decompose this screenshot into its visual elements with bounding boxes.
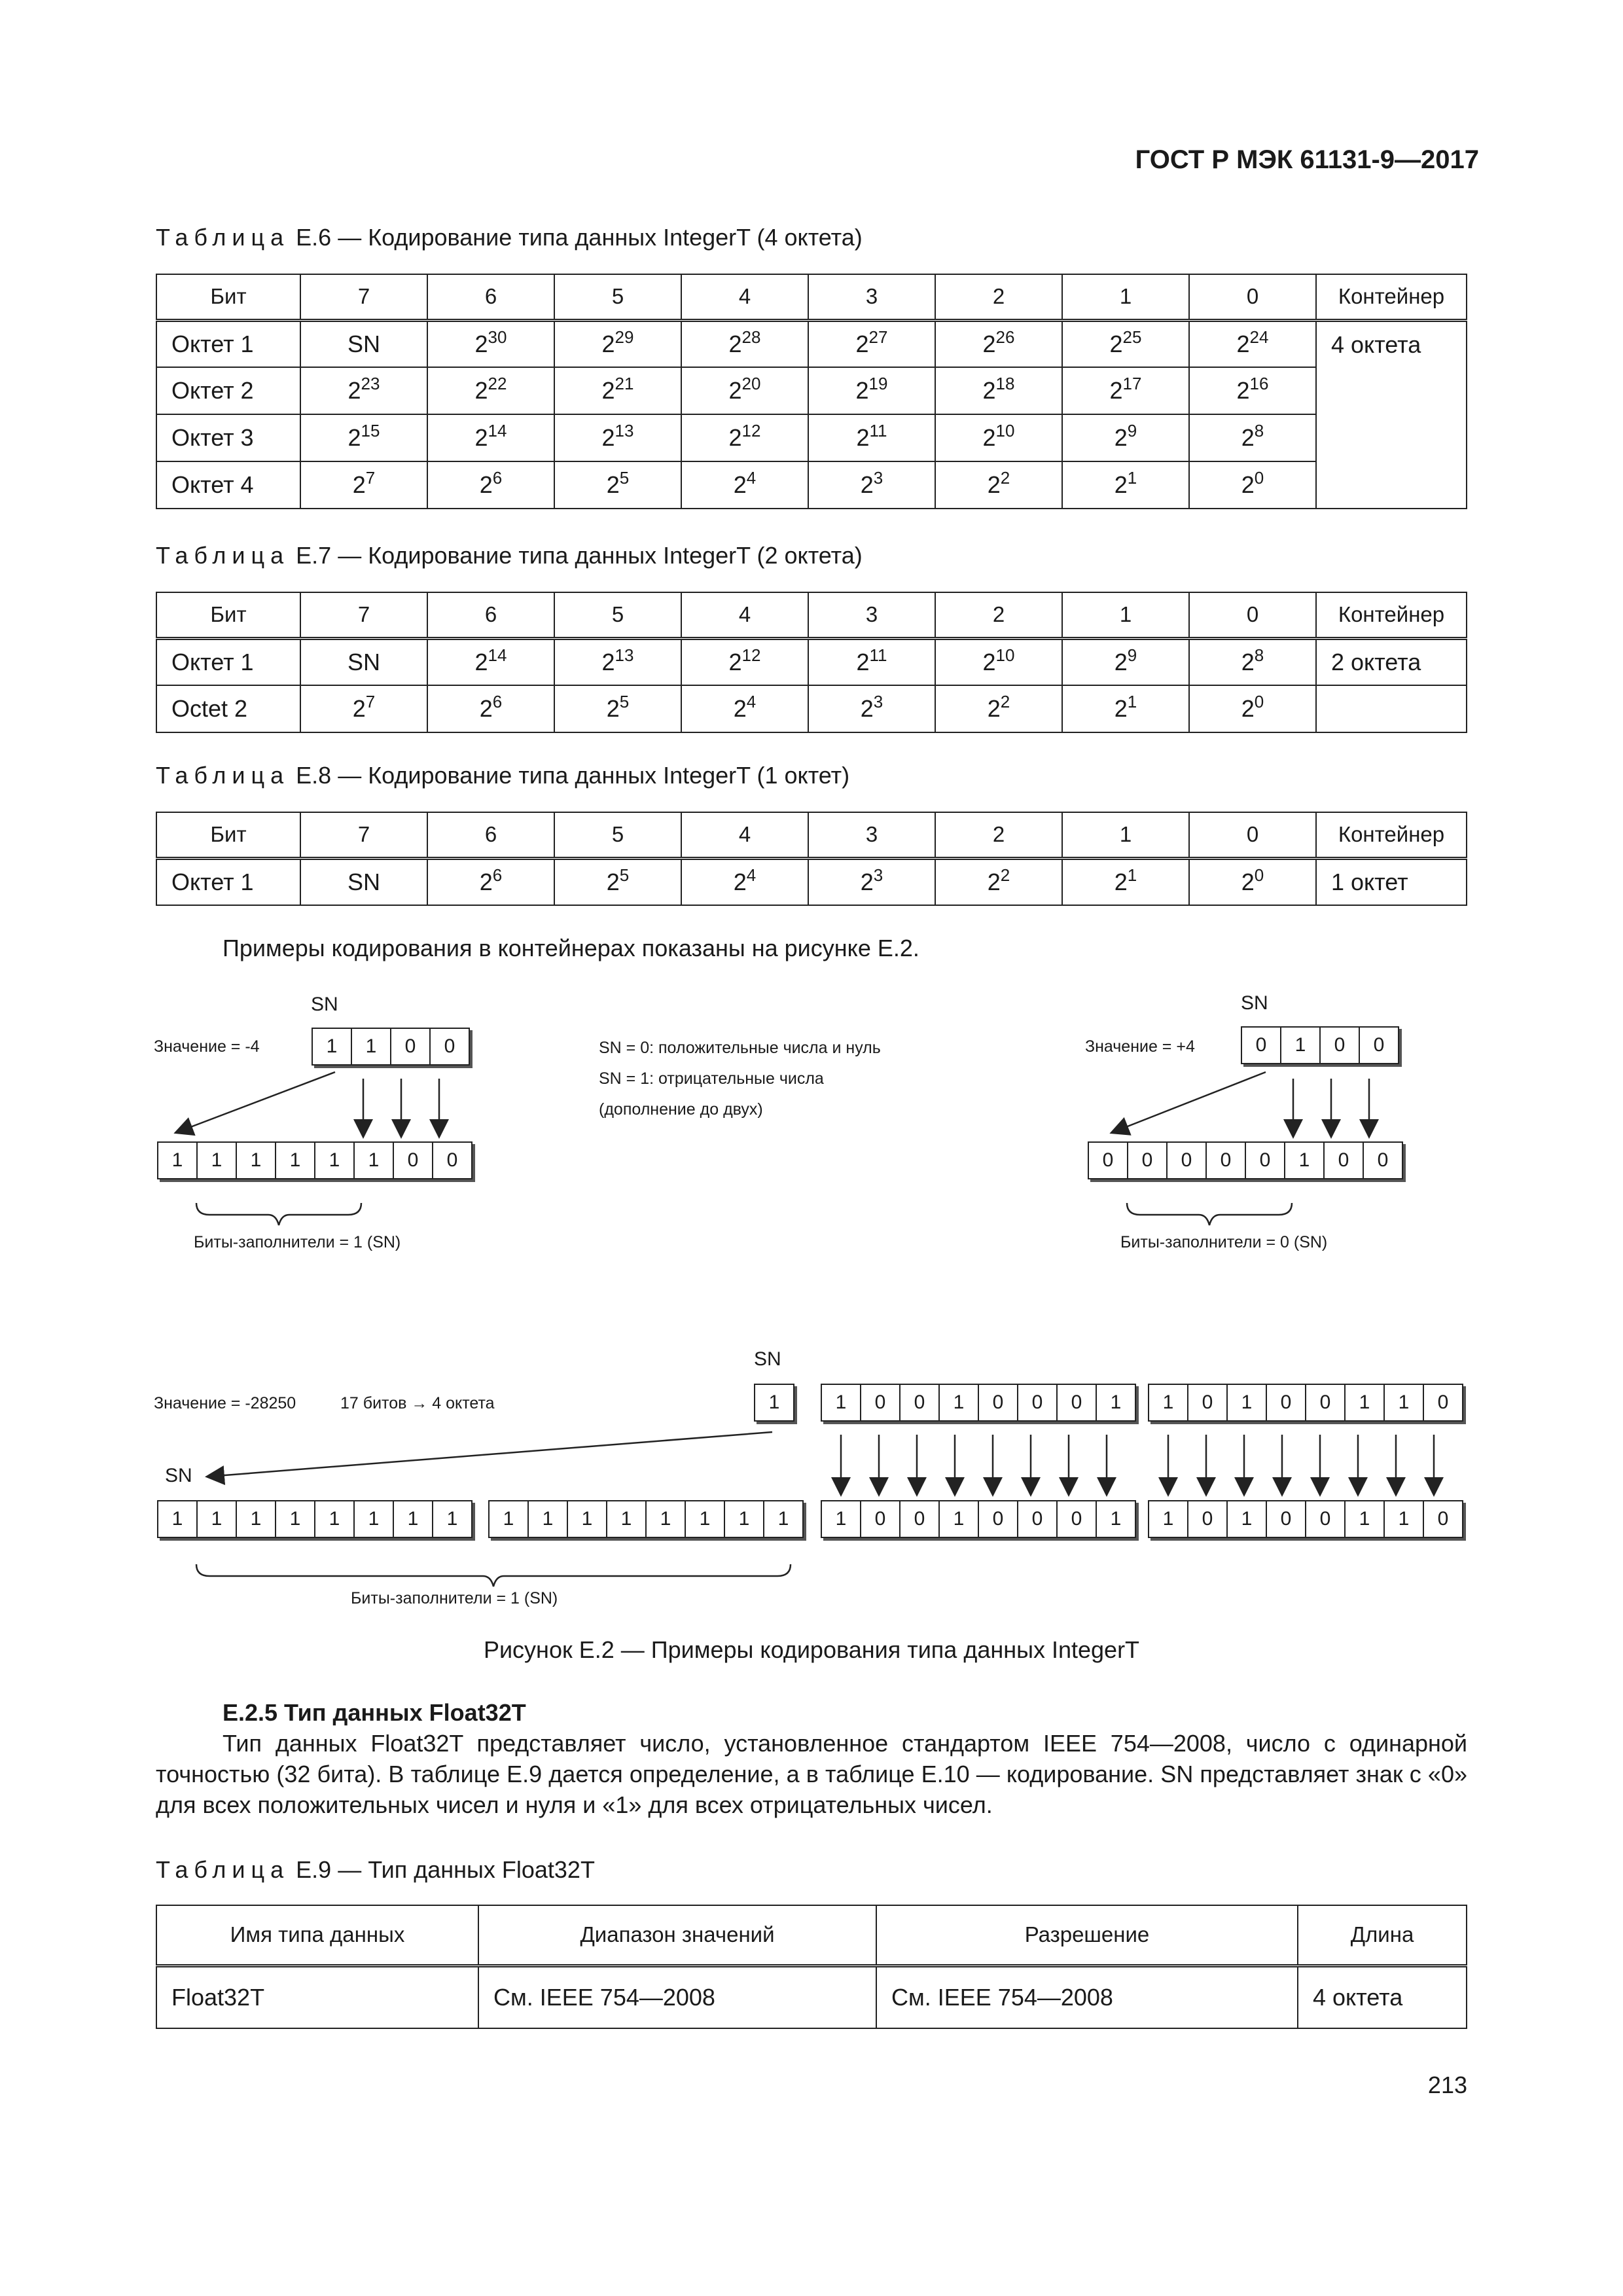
bit-cell: 1 bbox=[1110, 1391, 1122, 1413]
power-exponent: 23 bbox=[361, 374, 380, 393]
fill-brace bbox=[196, 1564, 791, 1587]
data-cell: См. IEEE 754—2008 bbox=[478, 1965, 876, 2028]
bit-cell: 1 bbox=[1110, 1508, 1122, 1530]
bit-cell: 1 bbox=[158, 1501, 198, 1537]
header-cell: 0 bbox=[1189, 592, 1316, 638]
bit-cell: 0 bbox=[861, 1385, 901, 1420]
data-cell: См. IEEE 754—2008 bbox=[876, 1965, 1298, 2028]
power-base: 2 bbox=[1114, 471, 1128, 498]
power-base: 2 bbox=[855, 377, 869, 404]
bit-cell: 0 bbox=[391, 1029, 431, 1064]
bit-cell: 1 bbox=[276, 1143, 315, 1178]
power-base: 2 bbox=[1241, 424, 1255, 451]
bit-cell: 0 bbox=[1168, 1143, 1207, 1178]
power-base: 2 bbox=[352, 471, 366, 498]
bit-cell: 1 bbox=[1228, 1501, 1267, 1537]
caption-text: E.9 — Тип данных Float32T bbox=[289, 1856, 595, 1883]
power-base: 2 bbox=[987, 868, 1001, 895]
header-cell: 5 bbox=[554, 592, 681, 638]
power-exponent: 14 bbox=[488, 645, 507, 665]
power-exponent: 10 bbox=[995, 645, 1015, 665]
power-exponent: 6 bbox=[492, 865, 503, 885]
power-base: 2 bbox=[728, 377, 742, 404]
bit-cell: SN bbox=[300, 320, 427, 367]
power-base: 2 bbox=[1114, 424, 1128, 451]
bit-cell: 0 bbox=[1018, 1385, 1058, 1420]
header-cell: 4 bbox=[681, 274, 808, 320]
power-exponent: 28 bbox=[741, 327, 761, 347]
power-exponent: 2 bbox=[1000, 865, 1010, 885]
fill-brace bbox=[196, 1203, 361, 1225]
bit-cell: 1 bbox=[1346, 1385, 1385, 1420]
bit-cell: 0 bbox=[1188, 1385, 1228, 1420]
bit-cell: 0 bbox=[1246, 1143, 1285, 1178]
bit-cell: 0 bbox=[1267, 1501, 1306, 1537]
power-exponent: 3 bbox=[873, 468, 883, 488]
power-base: 2 bbox=[733, 695, 747, 722]
bit-cell: 0 bbox=[1306, 1501, 1346, 1537]
ex3-result-byte-4 bbox=[1148, 1500, 1463, 1538]
power-exponent: 15 bbox=[361, 421, 380, 440]
header-cell: 2 bbox=[935, 592, 1062, 638]
sign-extend-arrow bbox=[177, 1072, 335, 1132]
header-cell: 5 bbox=[554, 274, 681, 320]
power-base: 2 bbox=[474, 377, 488, 404]
bit-cell: 1 bbox=[725, 1501, 764, 1537]
ex2-result-byte bbox=[1088, 1141, 1403, 1179]
power-exponent: 25 bbox=[1122, 327, 1142, 347]
ex3-result-byte-3 bbox=[821, 1500, 1136, 1538]
header-cell: 3 bbox=[808, 274, 935, 320]
bit-cell: 0 bbox=[979, 1385, 1018, 1420]
power-base: 2 bbox=[987, 471, 1001, 498]
bit-cell: 1 bbox=[352, 1029, 391, 1064]
ex3-bits-note: 17 битов → 4 октета bbox=[340, 1394, 495, 1412]
bit-cell: 1 bbox=[1228, 1385, 1267, 1420]
ex1-value-label: Значение = -4 bbox=[154, 1037, 260, 1056]
power-base: 2 bbox=[1114, 695, 1128, 722]
bit-cell: 1 bbox=[940, 1501, 979, 1537]
power-exponent: 3 bbox=[873, 865, 883, 885]
caption-word: Таблица bbox=[156, 762, 290, 789]
ex3-sn-left: SN bbox=[165, 1465, 192, 1486]
power-base: 2 bbox=[982, 377, 996, 404]
power-exponent: 1 bbox=[1127, 468, 1137, 488]
caption-text: E.6 — Кодирование типа данных IntegerT (4 октета) bbox=[289, 224, 863, 251]
bit-cell: 0 bbox=[446, 1149, 458, 1171]
ex2-value-label: Значение = +4 bbox=[1085, 1037, 1195, 1056]
row-label: Октет 3 bbox=[156, 414, 300, 461]
power-base: 2 bbox=[860, 471, 874, 498]
fill-brace bbox=[1127, 1203, 1292, 1225]
header-cell: 0 bbox=[1189, 812, 1316, 858]
power-exponent: 10 bbox=[995, 421, 1015, 440]
power-exponent: 24 bbox=[1249, 327, 1269, 347]
sn-legend bbox=[599, 1033, 881, 1125]
power-exponent: 20 bbox=[741, 374, 761, 393]
power-exponent: 4 bbox=[746, 692, 757, 711]
power-base: 2 bbox=[1241, 648, 1255, 675]
power-exponent: 7 bbox=[365, 468, 376, 488]
intro-paragraph: Примеры кодирования в контейнерах показаны на рисунке E.2. bbox=[223, 935, 919, 961]
bit-cell: 0 bbox=[1018, 1501, 1058, 1537]
bit-cell: 0 bbox=[1373, 1034, 1385, 1056]
bit-cell: 0 bbox=[1128, 1143, 1168, 1178]
power-exponent: 0 bbox=[1254, 468, 1264, 488]
power-base: 2 bbox=[606, 695, 620, 722]
section-title: E.2.5 Тип данных Float32T bbox=[223, 1699, 526, 1726]
row-label: Октет 1 bbox=[156, 638, 300, 685]
power-exponent: 12 bbox=[741, 645, 761, 665]
caption-word: Таблица bbox=[156, 542, 290, 569]
header-cell: Контейнер bbox=[1316, 592, 1467, 638]
header-cell: Бит bbox=[156, 592, 300, 638]
bit-cell: 1 bbox=[198, 1501, 237, 1537]
document-id: ГОСТ Р МЭК 61131-9—2017 bbox=[1135, 145, 1479, 174]
power-base: 2 bbox=[479, 695, 493, 722]
power-base: 2 bbox=[1109, 377, 1123, 404]
bit-cell: 0 bbox=[394, 1143, 433, 1178]
power-base: 2 bbox=[606, 471, 620, 498]
bit-cell: 1 bbox=[490, 1501, 529, 1537]
container-cell: 4 октета bbox=[1316, 320, 1467, 509]
row-label: Octet 2 bbox=[156, 685, 300, 732]
bit-cell: 1 bbox=[777, 1508, 789, 1530]
header-cell: 7 bbox=[300, 274, 427, 320]
header-cell: 2 bbox=[935, 274, 1062, 320]
ex1-fill-label: Биты-заполнители = 1 (SN) bbox=[194, 1233, 401, 1251]
power-exponent: 0 bbox=[1254, 865, 1264, 885]
power-exponent: 30 bbox=[488, 327, 507, 347]
power-base: 2 bbox=[479, 868, 493, 895]
container-cell: 1 октет bbox=[1316, 858, 1467, 905]
header-cell: Имя типа данных bbox=[156, 1905, 478, 1965]
ex3-sn-top: SN bbox=[754, 1348, 781, 1370]
ex3-result-byte-1 bbox=[157, 1500, 473, 1538]
bit-cell: 1 bbox=[198, 1143, 237, 1178]
table-e9-caption bbox=[156, 1856, 595, 1884]
legend-line: SN = 0: положительные числа и нуль bbox=[599, 1039, 881, 1057]
bit-cell: 1 bbox=[446, 1508, 458, 1530]
header-cell: 7 bbox=[300, 812, 427, 858]
header-cell: Бит bbox=[156, 274, 300, 320]
data-cell: 4 октета bbox=[1298, 1965, 1467, 2028]
bit-cell: 0 bbox=[1207, 1143, 1246, 1178]
figure-caption: Рисунок E.2 — Примеры кодирования типа данных IntegerT bbox=[483, 1636, 1140, 1663]
ex3-result-byte-2 bbox=[488, 1500, 804, 1538]
bit-cell: 1 bbox=[568, 1501, 607, 1537]
power-base: 2 bbox=[728, 424, 742, 451]
bit-cell: 1 bbox=[647, 1501, 686, 1537]
caption-word: Таблица bbox=[156, 1856, 290, 1883]
header-cell: 3 bbox=[808, 592, 935, 638]
power-base: 2 bbox=[733, 471, 747, 498]
section-paragraph: Тип данных Float32T представляет число, установленное стандартом IEEE 754—2008, число с одинарной точностью (32 бита). В таблице E.9 дается определение, а в таблице E.10 — кодирование. SN представляет знак с «0» для всех положительных чисел и нуля и «1» для всех отрицательных чисел. bbox=[156, 1730, 1467, 1818]
power-base: 2 bbox=[982, 424, 996, 451]
bit-cell: 0 bbox=[1242, 1028, 1281, 1063]
power-exponent: 16 bbox=[1249, 374, 1269, 393]
bit-cell: 1 bbox=[1149, 1501, 1188, 1537]
power-exponent: 8 bbox=[1254, 645, 1264, 665]
power-base: 2 bbox=[855, 330, 869, 357]
power-exponent: 13 bbox=[615, 645, 634, 665]
ex3-fill-label: Биты-заполнители = 1 (SN) bbox=[351, 1589, 558, 1607]
header-cell: Разрешение bbox=[876, 1905, 1298, 1965]
power-exponent: 12 bbox=[741, 421, 761, 440]
power-base: 2 bbox=[606, 868, 620, 895]
power-base: 2 bbox=[1109, 330, 1123, 357]
data-cell: Float32T bbox=[156, 1965, 478, 2028]
sign-extend-arrow bbox=[1113, 1072, 1266, 1132]
power-exponent: 1 bbox=[1127, 865, 1137, 885]
power-base: 2 bbox=[1241, 868, 1255, 895]
header-cell: 3 bbox=[808, 812, 935, 858]
power-base: 2 bbox=[601, 648, 615, 675]
bit-cell: 0 bbox=[1058, 1385, 1097, 1420]
header-cell: 4 bbox=[681, 592, 808, 638]
bit-cell: 0 bbox=[1306, 1385, 1346, 1420]
power-exponent: 1 bbox=[1127, 692, 1137, 711]
power-base: 2 bbox=[474, 330, 488, 357]
power-exponent: 27 bbox=[868, 327, 888, 347]
ex3-source-byte-1 bbox=[821, 1384, 1136, 1422]
power-exponent: 5 bbox=[619, 865, 630, 885]
power-base: 2 bbox=[1114, 868, 1128, 895]
power-exponent: 29 bbox=[615, 327, 634, 347]
power-exponent: 3 bbox=[873, 692, 883, 711]
container-cell: 2 октета bbox=[1316, 638, 1467, 685]
bit-cell: 1 bbox=[315, 1143, 355, 1178]
bit-cell: 1 bbox=[607, 1501, 647, 1537]
row-label: Октет 1 bbox=[156, 320, 300, 367]
header-cell: 1 bbox=[1062, 812, 1189, 858]
power-exponent: 26 bbox=[995, 327, 1015, 347]
header-cell: Контейнер bbox=[1316, 812, 1467, 858]
bit-cell: 1 bbox=[394, 1501, 433, 1537]
power-base: 2 bbox=[1241, 471, 1255, 498]
power-base: 2 bbox=[601, 377, 615, 404]
header-cell: 5 bbox=[554, 812, 681, 858]
bit-cell: SN bbox=[300, 858, 427, 905]
bit-cell: 0 bbox=[1321, 1028, 1360, 1063]
ex1-result-byte bbox=[157, 1141, 473, 1179]
bit-cell: 0 bbox=[1437, 1508, 1449, 1530]
power-exponent: 17 bbox=[1122, 374, 1142, 393]
ex3-sign-bit bbox=[754, 1384, 794, 1422]
header-cell: Контейнер bbox=[1316, 274, 1467, 320]
bit-cell: 1 bbox=[237, 1501, 276, 1537]
bit-cell: 0 bbox=[1058, 1501, 1097, 1537]
bit-cell: 1 bbox=[822, 1501, 861, 1537]
bit-cell: 1 bbox=[158, 1143, 198, 1178]
power-exponent: 0 bbox=[1254, 692, 1264, 711]
power-base: 2 bbox=[474, 648, 488, 675]
bit-cell: 0 bbox=[1437, 1391, 1449, 1413]
legend-line: (дополнение до двух) bbox=[599, 1100, 763, 1119]
bit-cell: 0 bbox=[444, 1035, 455, 1057]
power-base: 2 bbox=[982, 330, 996, 357]
table-e9 bbox=[156, 1905, 1467, 2029]
header-cell: Длина bbox=[1298, 1905, 1467, 1965]
power-exponent: 21 bbox=[615, 374, 634, 393]
sign-extend-arrow bbox=[208, 1432, 772, 1477]
power-base: 2 bbox=[1236, 330, 1250, 357]
bit-cell: 0 bbox=[901, 1385, 940, 1420]
power-base: 2 bbox=[1236, 377, 1250, 404]
power-base: 2 bbox=[728, 648, 742, 675]
bit-cell: 1 bbox=[276, 1501, 315, 1537]
power-exponent: 19 bbox=[868, 374, 888, 393]
caption-text: E.7 — Кодирование типа данных IntegerT (2 октета) bbox=[289, 542, 863, 569]
header-cell: Бит bbox=[156, 812, 300, 858]
power-base: 2 bbox=[348, 424, 361, 451]
bit-cell: 0 bbox=[1267, 1385, 1306, 1420]
power-exponent: 4 bbox=[746, 865, 757, 885]
ex2-fill-label: Биты-заполнители = 0 (SN) bbox=[1120, 1233, 1328, 1251]
power-exponent: 14 bbox=[488, 421, 507, 440]
bit-cell: 1 bbox=[1149, 1385, 1188, 1420]
power-base: 2 bbox=[348, 377, 361, 404]
power-exponent: 5 bbox=[619, 468, 630, 488]
bit-cell: 1 bbox=[1281, 1028, 1321, 1063]
header-cell: Диапазон значений bbox=[478, 1905, 876, 1965]
bit-cell: 0 bbox=[861, 1501, 901, 1537]
power-exponent: 18 bbox=[995, 374, 1015, 393]
power-base: 2 bbox=[479, 471, 493, 498]
bit-cell: 1 bbox=[529, 1501, 568, 1537]
power-base: 2 bbox=[601, 330, 615, 357]
power-exponent: 11 bbox=[869, 645, 887, 665]
power-base: 2 bbox=[474, 424, 488, 451]
bit-cell: 0 bbox=[1089, 1143, 1128, 1178]
power-exponent: 5 bbox=[619, 692, 630, 711]
bit-cell: 1 bbox=[313, 1029, 352, 1064]
power-base: 2 bbox=[987, 695, 1001, 722]
bit-cell: 1 bbox=[237, 1143, 276, 1178]
bit-cell: 1 bbox=[1285, 1143, 1325, 1178]
bit-cell: 0 bbox=[979, 1501, 1018, 1537]
row-label: Октет 2 bbox=[156, 367, 300, 414]
header-cell: 6 bbox=[427, 812, 554, 858]
ex2-source-byte bbox=[1241, 1026, 1399, 1064]
header-cell: 1 bbox=[1062, 274, 1189, 320]
ex3-source-byte-2 bbox=[1148, 1384, 1463, 1422]
bit-cell: 1 bbox=[1385, 1501, 1424, 1537]
bit-cell: 1 bbox=[822, 1385, 861, 1420]
header-cell: 7 bbox=[300, 592, 427, 638]
header-cell: 4 bbox=[681, 812, 808, 858]
power-base: 2 bbox=[728, 330, 742, 357]
ex3-value-label: Значение = -28250 bbox=[154, 1394, 296, 1412]
power-base: 2 bbox=[856, 648, 870, 675]
power-exponent: 7 bbox=[365, 692, 376, 711]
header-cell: 0 bbox=[1189, 274, 1316, 320]
power-exponent: 9 bbox=[1127, 421, 1137, 440]
power-base: 2 bbox=[352, 695, 366, 722]
bit-cell: 0 bbox=[1377, 1149, 1389, 1171]
power-exponent: 22 bbox=[488, 374, 507, 393]
legend-line: SN = 1: отрицательные числа bbox=[599, 1069, 824, 1088]
bit-cell: 1 bbox=[686, 1501, 725, 1537]
power-base: 2 bbox=[1241, 695, 1255, 722]
power-base: 2 bbox=[733, 868, 747, 895]
power-base: 2 bbox=[601, 424, 615, 451]
power-base: 2 bbox=[856, 424, 870, 451]
page-number: 213 bbox=[1427, 2072, 1467, 2098]
caption-word: Таблица bbox=[156, 224, 290, 251]
bit-cell: 1 bbox=[1385, 1385, 1424, 1420]
bit-cell: SN bbox=[300, 638, 427, 685]
bit-cell: 0 bbox=[1188, 1501, 1228, 1537]
bit-cell: 0 bbox=[901, 1501, 940, 1537]
power-base: 2 bbox=[982, 648, 996, 675]
power-exponent: 4 bbox=[746, 468, 757, 488]
row-label: Октет 1 bbox=[156, 858, 300, 905]
power-base: 2 bbox=[1114, 648, 1128, 675]
power-base: 2 bbox=[860, 695, 874, 722]
row-label: Октет 4 bbox=[156, 461, 300, 509]
header-cell: 1 bbox=[1062, 592, 1189, 638]
ex1-sn-label: SN bbox=[311, 994, 338, 1015]
bit-cell: 1 bbox=[768, 1391, 780, 1413]
header-cell: 6 bbox=[427, 274, 554, 320]
ex2-sn-label: SN bbox=[1241, 992, 1268, 1014]
power-exponent: 9 bbox=[1127, 645, 1137, 665]
power-exponent: 6 bbox=[492, 692, 503, 711]
power-exponent: 2 bbox=[1000, 468, 1010, 488]
power-exponent: 13 bbox=[615, 421, 634, 440]
power-exponent: 2 bbox=[1000, 692, 1010, 711]
power-exponent: 6 bbox=[492, 468, 503, 488]
ex1-source-byte bbox=[312, 1028, 470, 1066]
bit-cell: 1 bbox=[940, 1385, 979, 1420]
bit-cell: 0 bbox=[1325, 1143, 1364, 1178]
bit-cell: 1 bbox=[355, 1501, 394, 1537]
header-cell: 2 bbox=[935, 812, 1062, 858]
power-base: 2 bbox=[860, 868, 874, 895]
bit-cell: 1 bbox=[1346, 1501, 1385, 1537]
bit-cell: 1 bbox=[315, 1501, 355, 1537]
bit-cell: 1 bbox=[355, 1143, 394, 1178]
header-cell: 6 bbox=[427, 592, 554, 638]
power-exponent: 11 bbox=[869, 421, 887, 440]
power-exponent: 8 bbox=[1254, 421, 1264, 440]
caption-text: E.8 — Кодирование типа данных IntegerT (1 октет) bbox=[289, 762, 850, 789]
